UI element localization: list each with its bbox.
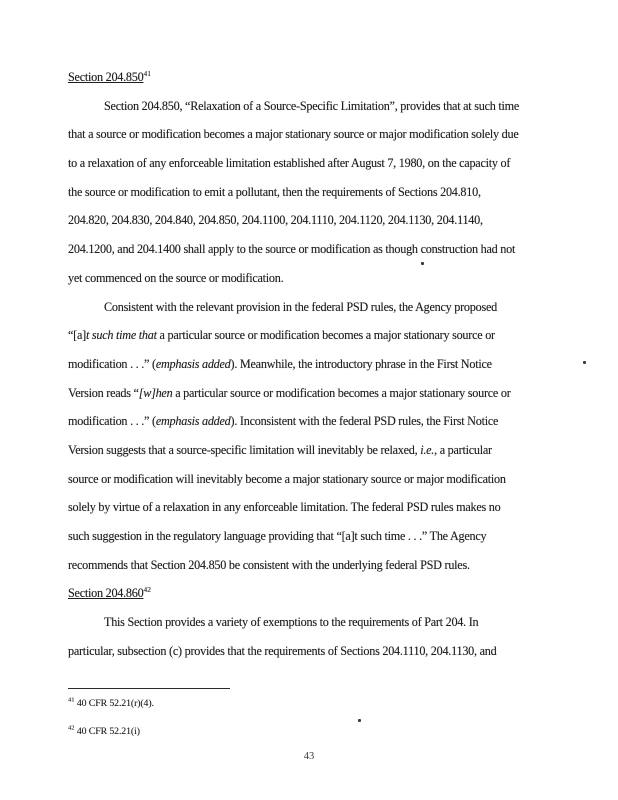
text-line — [68, 357, 568, 386]
text-segment: ). Inconsistent with the federal PSD rules, the First Notice — [230, 414, 499, 429]
text-segment: source or modification will inevitably become a major stationary source or major modification — [68, 471, 506, 486]
text-line — [68, 185, 568, 214]
footnote-lines — [68, 698, 560, 754]
text-line — [68, 99, 568, 128]
scan-speck — [421, 262, 424, 265]
text-line — [68, 386, 568, 415]
text-segment: , a particular — [434, 442, 492, 457]
text-segment: modification . . .” ( — [68, 356, 156, 371]
section-heading — [68, 586, 568, 615]
document-body — [68, 70, 568, 672]
text-segment: i.e. — [420, 442, 435, 457]
text-line — [68, 156, 568, 185]
text-line — [68, 414, 568, 443]
footnote — [68, 698, 560, 726]
section-heading — [68, 70, 568, 99]
text-line — [68, 558, 568, 587]
scan-speck — [358, 719, 361, 722]
text-line — [68, 529, 568, 558]
text-segment: emphasis added — [155, 356, 231, 371]
text-segment: the source or modification to emit a pollutant, then the requirements of Sections 204.810, — [68, 184, 481, 199]
text-line — [68, 500, 568, 529]
text-segment: t such time that — [85, 328, 157, 343]
text-segment: that a source or modification becomes a major stationary source or major modification solely due — [68, 127, 519, 142]
text-line — [68, 242, 568, 271]
text-line — [68, 472, 568, 501]
text-line — [68, 127, 568, 156]
text-line — [68, 213, 568, 242]
text-line — [68, 328, 568, 357]
text-segment: solely by virtue of a relaxation in any enforceable limitation. The federal PSD rules makes no — [68, 500, 501, 515]
footnote — [68, 726, 560, 754]
scan-speck — [583, 361, 586, 364]
text-segment: ). Meanwhile, the introductory phrase in the First Notice — [230, 356, 492, 371]
text-segment: 204.1200, and 204.1400 shall apply to the source or modification as though construction had not — [68, 242, 516, 257]
text-segment: Version suggests that a source-specific limitation will inevitably be relaxed, — [68, 442, 421, 457]
text-segment: a particular source or modification becomes a major stationary source or — [172, 385, 511, 400]
footnote-number: 41 — [68, 696, 75, 704]
footnote-reference: 41 — [143, 68, 151, 78]
text-segment: Version reads “ — [68, 385, 139, 400]
text-line — [68, 615, 568, 644]
text-segment: Consistent with the relevant provision in the federal PSD rules, the Agency proposed — [104, 299, 497, 314]
text-segment: recommends that Section 204.850 be consistent with the underlying federal PSD rules. — [68, 557, 470, 572]
footnote-separator-rule — [68, 688, 230, 689]
text-segment: Section 204.850 — [68, 70, 144, 84]
footnote-number: 42 — [68, 724, 75, 732]
text-segment: to a relaxation of any enforceable limitation established after August 7, 1980, on the capacity of — [68, 156, 511, 171]
text-segment: such suggestion in the regulatory language providing that “[a]t such time . . .” The Agency — [68, 529, 487, 543]
footnote-reference: 42 — [143, 585, 151, 595]
text-segment: yet commenced on the source or modification. — [68, 270, 284, 285]
text-segment: 204.820, 204.830, 204.840, 204.850, 204.1100, 204.1110, 204.1120, 204.1130, 204.1140, — [68, 213, 483, 228]
text-line — [68, 644, 568, 673]
text-segment: modification . . .” ( — [68, 414, 156, 429]
page-number: 43 — [303, 751, 315, 762]
text-line — [68, 271, 568, 300]
text-segment: emphasis added — [155, 414, 231, 429]
text-segment: a particular source or modification becomes a major stationary source or — [156, 328, 495, 343]
text-line — [68, 300, 568, 329]
text-segment: [w]hen — [138, 385, 173, 400]
footnote-text: 40 CFR 52.21(i) — [74, 726, 140, 737]
text-segment: particular, subsection (c) provides that the requirements of Sections 204.1110, 204.1130, and — [68, 643, 497, 658]
text-segment: Section 204.850, “Relaxation of a Source-Specific Limitation”, provides that at such time — [104, 98, 520, 113]
footnote-text: 40 CFR 52.21(r)(4). — [74, 698, 154, 709]
text-segment: This Section provides a variety of exemptions to the requirements of Part 204. In — [104, 615, 479, 630]
text-segment: “[a] — [68, 328, 86, 343]
text-line — [68, 443, 568, 472]
text-segment: Section 204.860 — [68, 586, 144, 601]
footnotes-section — [68, 688, 560, 754]
